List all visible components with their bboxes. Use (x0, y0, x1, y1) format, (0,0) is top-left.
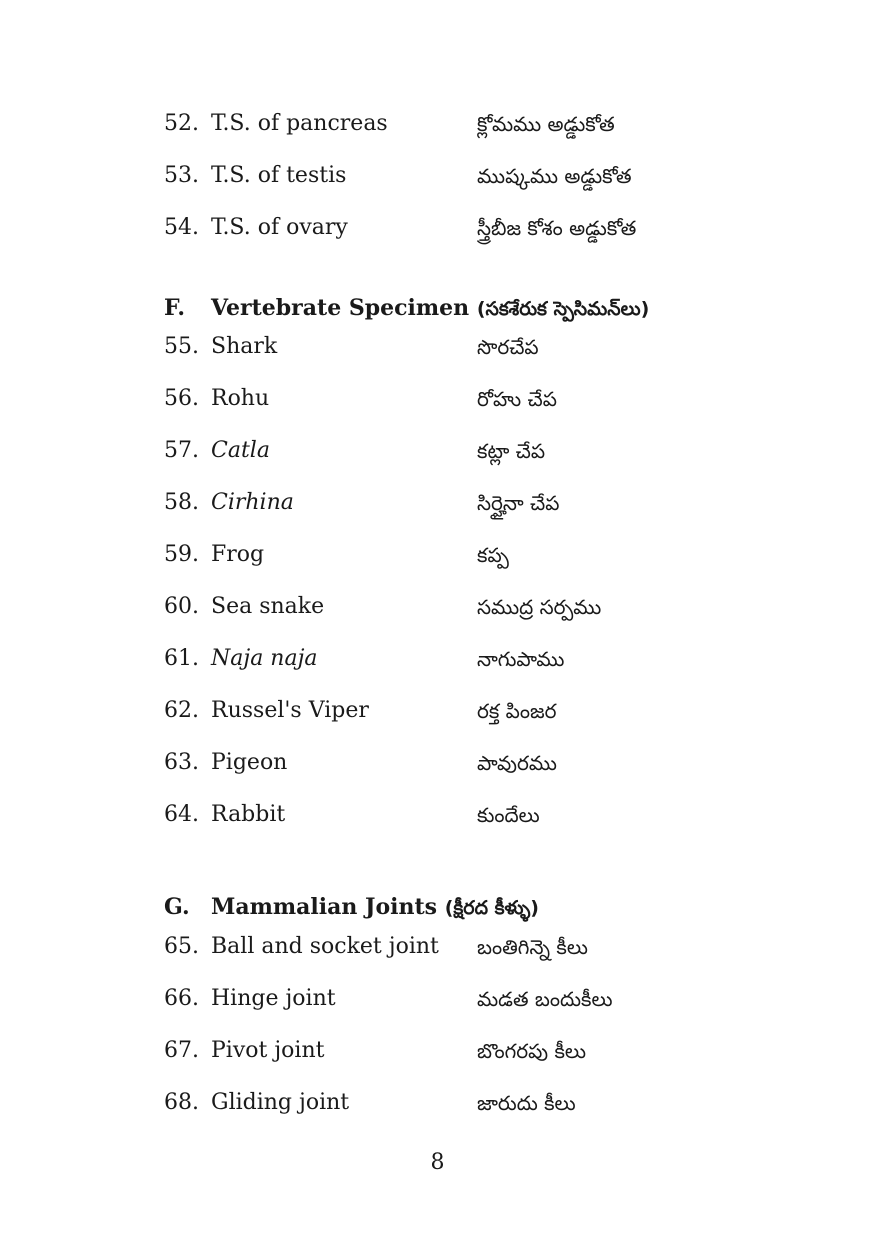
list-item (164, 591, 602, 623)
item-number: 64. (164, 802, 199, 827)
item-telugu: రోహు చేప (477, 387, 557, 411)
item-english: Rabbit (211, 802, 286, 827)
list-item (164, 331, 539, 363)
item-english: T.S. of pancreas (211, 111, 388, 136)
section-title: Vertebrate Specimen (211, 295, 470, 321)
item-english: Pivot joint (211, 1038, 325, 1063)
item-telugu: సముద్ర సర్పము (477, 595, 602, 619)
item-number: 66. (164, 986, 199, 1011)
item-number: 63. (164, 750, 199, 775)
page-number: 8 (430, 1150, 445, 1175)
item-number: 67. (164, 1038, 199, 1063)
item-english: Catla (211, 438, 270, 463)
item-telugu: బొంగరపు కీలు (477, 1039, 586, 1063)
list-item (164, 983, 613, 1015)
item-english: T.S. of testis (211, 163, 347, 188)
item-english: Cirhina (211, 490, 294, 515)
item-telugu: మడత బందుకీలు (477, 987, 613, 1011)
item-number: 65. (164, 934, 199, 959)
list-item (164, 539, 509, 571)
item-number: 58. (164, 490, 199, 515)
section-title-telugu: (క్షీరద కీళ్ళు) (444, 897, 539, 919)
section-heading-g (164, 890, 539, 924)
list-item (164, 695, 557, 727)
item-english: T.S. of ovary (211, 215, 348, 240)
item-english: Hinge joint (211, 986, 336, 1011)
list-item (164, 108, 615, 140)
item-telugu: ముష్కము అడ్డుకోత (477, 164, 632, 188)
item-number: 54. (164, 215, 199, 240)
item-telugu: సిర్హైనా చేప (477, 491, 560, 515)
item-number: 57. (164, 438, 199, 463)
list-item (164, 212, 637, 244)
list-item (164, 487, 560, 519)
item-number: 56. (164, 386, 199, 411)
item-telugu: రక్త పింజర (477, 699, 557, 723)
item-english: Gliding joint (211, 1090, 350, 1115)
item-telugu: బంతిగిన్నె కీలు (477, 935, 588, 959)
item-english: Pigeon (211, 750, 288, 775)
section-title-telugu: (సకశేరుక స్పెసిమన్‌లు) (476, 298, 650, 320)
item-telugu: జారుదు కీలు (477, 1091, 576, 1115)
list-item (164, 643, 565, 675)
list-item (164, 435, 546, 467)
list-item (164, 799, 540, 831)
item-telugu: కుందేలు (477, 803, 540, 827)
item-english: Frog (211, 542, 265, 567)
list-item (164, 747, 557, 779)
item-english: Shark (211, 334, 278, 359)
item-english: Ball and socket joint (211, 934, 439, 959)
section-title: Mammalian Joints (211, 894, 438, 920)
item-telugu: కప్ప (477, 543, 509, 567)
list-item (164, 1087, 576, 1119)
item-telugu: నాగుపాము (477, 647, 565, 671)
list-item (164, 160, 632, 192)
item-number: 68. (164, 1090, 199, 1115)
item-english: Russel's Viper (211, 698, 369, 723)
section-letter: F. (164, 295, 186, 321)
list-item (164, 1035, 586, 1067)
item-number: 53. (164, 163, 199, 188)
list-item (164, 383, 557, 415)
item-number: 61. (164, 646, 199, 671)
item-telugu: సొరచేప (477, 335, 539, 359)
item-number: 60. (164, 594, 199, 619)
list-item (164, 931, 588, 963)
section-heading-f (164, 291, 649, 325)
item-telugu: పావురము (477, 751, 557, 775)
section-letter: G. (164, 894, 190, 920)
item-number: 52. (164, 111, 199, 136)
item-english: Rohu (211, 386, 270, 411)
item-number: 59. (164, 542, 199, 567)
item-english: Naja naja (211, 646, 318, 671)
item-telugu: కట్లా చేప (477, 439, 546, 463)
item-number: 62. (164, 698, 199, 723)
item-number: 55. (164, 334, 199, 359)
item-telugu: స్త్రీబీజ కోశం అడ్డుకోత (477, 216, 637, 240)
item-english: Sea snake (211, 594, 325, 619)
item-telugu: క్లోమము అడ్డుకోత (477, 112, 615, 136)
